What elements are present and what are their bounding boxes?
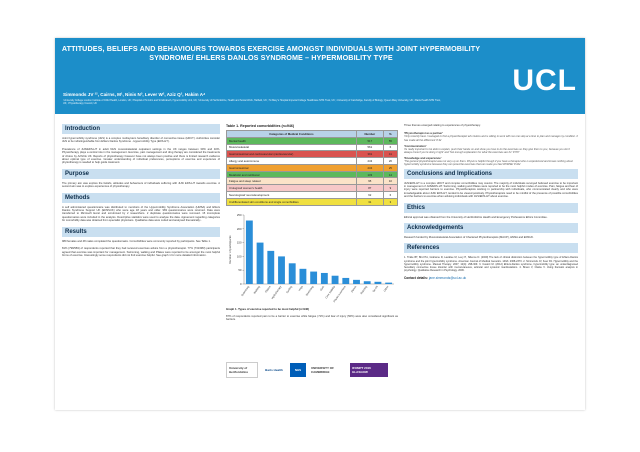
theme-3-quote: 'The general physiotherapist was not very up on them. Physio is helpful though if you have a therapist who is experienced and knows nothing about hypermobility syndrome because they can prescribe exercises that can make you feel WORSE' P.422: [404, 160, 573, 167]
results-heading: Results: [62, 227, 220, 237]
under-graph-text: 87% of respondents reported pain to be a barrier to exercise while fatigue (71%) and fear of injury (50%) were also considered significant as barriers.: [226, 314, 398, 321]
table-row: [227, 164, 398, 171]
bar: [321, 273, 328, 284]
y-axis-label: Number of participants: [228, 235, 232, 264]
table-header-category: Categories of Medical Conditions: [227, 131, 357, 138]
ifompt-logo: IFOMPT 2016 GLASGOW: [350, 363, 388, 377]
methods-heading: Methods: [62, 193, 220, 203]
bar: [364, 281, 371, 284]
table-cell-category: Allergy and autoimmune: [227, 158, 357, 165]
x-tick-label: Hydrotherapy: [270, 284, 283, 300]
intro-text: Joint hypermobility syndrome (JHS) is a complex multisystem hereditary disorder of connective tissue (HDCT). Authorities consider JHS to be indistinguishable from Ehlers Danlos Syndrome - Hypermobility Type (EDS-HT).: [62, 137, 220, 144]
table-cell-category: Musculoskeletal: [227, 144, 357, 151]
table-cell-number: 243: [356, 158, 383, 165]
barts-logo: Barts Health: [261, 363, 287, 377]
table-cell-category: Fatigue and sleep related: [227, 178, 357, 185]
table-cell-category: Gastrointestinal: [227, 164, 357, 171]
bar: [246, 220, 253, 283]
purpose-text: The primary aim was explore the beliefs, attitudes and behaviours of individuals suffering with JHS/ EDS-HT towards exercise. A second aim was to explore experiences of physiotherapy.: [62, 181, 220, 189]
x-tick-label: Core stability: [324, 284, 336, 299]
x-tick-label: Tai chi: [372, 284, 379, 293]
poster: [55, 38, 585, 410]
theme-1-heading: 'Physiotherapist as a partner': [404, 131, 443, 136]
table-cell-category: Metabolic and nutritional: [227, 171, 357, 178]
bar: [385, 282, 392, 283]
table-row: [227, 137, 398, 144]
table-cell-percent: 6: [383, 144, 397, 151]
table-cell-number: 391: [356, 151, 383, 158]
table-cell-percent: 10: [383, 178, 397, 185]
exercise-bar-chart: [226, 211, 398, 306]
acknowledgements-heading: Acknowledgements: [404, 223, 578, 233]
x-tick-label: Other: [383, 284, 390, 292]
partner-logos: [226, 360, 398, 380]
poster-header: [55, 38, 585, 114]
contact-email-link[interactable]: jane.simmonds@ucl.ac.uk: [428, 275, 467, 280]
ethics-text: Ethical approval was obtained from the University of Hertfordshire Health and Emergency Professions Ethics Committee.: [404, 215, 548, 219]
ucl-logo: UCL: [512, 64, 577, 97]
y-tick-label: 200: [236, 226, 242, 231]
results-text-2: 81% (798/983) of respondents reported that they had received exercises advice from a physiotherapist. 77% (731/983) participants agreed that exercise was important for management. Swimming, walking and Pilates were reported to be amongst the most helpful forms of exercise. Interestingly some respondents did not find exercise helpful. See graph 1 for more detailed information.: [62, 247, 220, 257]
results-text: 980 females and 48 males completed the questionnaire. Comorbidities were commonly reported by participants. See Table 1.: [62, 239, 211, 243]
chart-svg: [226, 211, 398, 306]
bar: [342, 278, 349, 284]
y-tick-label: 0: [239, 281, 242, 286]
themes-intro: Three themes emerged relating to experiences of physiotherapy.: [404, 124, 481, 127]
x-tick-label: Physio exercises: [332, 284, 347, 303]
table-cell-number: 62: [356, 192, 383, 199]
bar: [332, 275, 339, 283]
conclusions-heading: Conclusions and Implications: [404, 169, 578, 179]
table-row: [227, 198, 398, 205]
table-cell-number: 87: [356, 185, 383, 192]
intro-text-2: Prevalence of JHS/EDS-HT in adult NHS musculoskeletal outpatient settings in the UK ranges between 30% and 40%. Physiotherapy plays a central role in the management. Exercise, pain management and drug therapy are considered the treatments of choice by Arthritis UK. Reports of physiotherapy however have not always been positive and there is limited research evidence about optimal type of exercise. Greater understanding of individual preferences, perceptions of exercise and experience of physiotherapy is needed to help guide treatment.: [62, 147, 220, 165]
table-cell-number: 95: [356, 178, 383, 185]
purpose-heading: Purpose: [62, 169, 220, 179]
bar: [300, 268, 307, 283]
table-caption: Table 1. Reported comorbidities (n=946): [226, 124, 295, 128]
graph-caption: Graph 1. Types of exercise reported to be most helpful (n=946): [226, 306, 310, 311]
table-cell-category: Urological/ women's health: [227, 185, 357, 192]
table-cell-percent: 6: [383, 192, 397, 199]
table-cell-percent: 9: [383, 185, 397, 192]
table-cell-percent: 41: [383, 151, 397, 158]
bar: [257, 242, 264, 283]
table-row: [227, 185, 398, 192]
table-row: [227, 144, 398, 151]
x-tick-label: Stretching: [305, 284, 315, 297]
bar: [310, 271, 317, 283]
y-tick-label: 100: [236, 253, 242, 258]
column-middle: [226, 124, 398, 325]
herts-logo: University of Hertfordshire: [226, 362, 258, 378]
table-header-percent: %: [383, 131, 397, 138]
intro-heading: Introduction: [62, 124, 220, 134]
x-tick-label: Swimming: [240, 284, 251, 297]
theme-3-heading: 'Knowledge and experience': [404, 156, 442, 161]
table-row: [227, 151, 398, 158]
bar: [375, 281, 382, 283]
theme-2-quote: 'Its really important to be able to explain, push their hands on and show you how to do the exercises so they give them to you, because you don't always know if you're doing it right' and 'Not enough explanation for what the exercises are for' P.767: [404, 147, 570, 155]
bar: [289, 263, 296, 284]
table-cell-number: 234: [356, 164, 383, 171]
table-cell-category: Undifferentiated skin conditions and single comorbidities: [227, 198, 357, 205]
x-tick-label: Pilates: [264, 284, 272, 294]
ethics-heading: Ethics: [404, 203, 578, 213]
y-tick-label: 250: [236, 212, 242, 217]
x-tick-label: Dance: [350, 284, 358, 293]
theme-1-quote: 'Only recently have I managed to find a physiotherapist who listens and is willing to work with me one step at a time to plan and manage my condition. It has made all the difference' P.32: [404, 135, 578, 142]
table-cell-number: 561: [356, 144, 383, 151]
table-cell-percent: 14: [383, 171, 397, 178]
methods-text: A self administered questionnaire was distributed to members of the Hypermobility Syndrome Association (HMSA) and Ehlers Danlos Syndrome Support UK (EDSSUK) who were age 18 years and older. 983 questionnaires were returned. Data were transferred to Microsoft Excel and scrutinised by 2 researchers. 2 duplicate questionnaires were removed. 15 incomplete questionnaires were included in the analysis. Descriptive statistics were used to analyse the data. Agreement regarding categories for comorbidity data was obtained from specialist physicians. Qualitative data were coded and analysed thematically⁸.: [62, 205, 220, 223]
table-cell-percent: 55: [383, 137, 397, 144]
table-row: [227, 192, 398, 199]
x-tick-label: Walking: [253, 284, 261, 295]
acknowledgements-text: Research funded by Musculoskeletal Association of Chartered Physiotherapists (MACP), HMSA and EDSUK.: [404, 236, 534, 240]
conclusions-text: JHS/EDS-HT is a complex HDCT and complex comorbidities may coexist. The majority of individuals surveyed believed exercise to be important in management of JHS/EDS-HT. Swimming, walking and Pilates were reported to be the most helpful modes of exercise. Pain, fatigue and fear of injury were reported barriers to exercise. Physiotherapists working in partnership with individuals, who communicated clearly and who were knowledgeable about JHS/ EDS-HT, tended to be viewed positively. Physiotherapists need to be mindful of the presence of possible comorbidities and the barriers to exercise when advising individuals with JHS/EDS-HT about exercise.: [404, 181, 578, 199]
table-cell-category: Neurological/ neurodevelopment: [227, 192, 357, 199]
table-cell-number: 133: [356, 171, 383, 178]
bar: [278, 256, 285, 284]
table-cell-percent: 25: [383, 164, 397, 171]
authors: Simmonds JV ¹², Cairns, M¹, Ninis N³, Lever W², Aziz Q², Hakim A⁴: [63, 92, 206, 97]
table-row: [227, 178, 398, 185]
table-cell-percent: 3: [383, 198, 397, 205]
references-text: 1. Tinkle BT, Bird HA, Grahame R, Lavallee M, Levy H, Sillence D. (2009) The lack of clinical distinction between the hypermobility type of Ehlers-Danlos syndrome and the joint hypermobility syndrome. American Journal of Medical Genetics. 149A: 2368-2370. 2. Simmonds JV, Keer RJ. Hypermobility and the hypermobility syndrome. Manual Therapy. 2007; 12(4): 298-309. 3. Castori M. (2012) Ehlers-Danlos syndrome, hypermobility type: an underdiagnosed hereditary connective tissue disorder with mucocutaneous, articular and systemic manifestations. 4. Braun V, Clarke V. Using thematic analysis in psychology. Qualitative Research in Psychology. 2006.: [404, 256, 578, 272]
cambridge-logo: UNIVERSITY OF CAMBRIDGE: [309, 363, 347, 377]
x-tick-label: Yoga: [297, 284, 304, 292]
column-left: [62, 124, 220, 261]
contact-label: Contact details:: [404, 275, 428, 280]
column-right: [404, 124, 578, 280]
table-cell-percent: 26: [383, 158, 397, 165]
table-cell-category: Mental health: [227, 137, 357, 144]
table-cell-number: 31: [356, 198, 383, 205]
references-heading: References: [404, 243, 578, 253]
comorbidities-table: [226, 130, 398, 206]
nhs-logo: NHS: [290, 363, 306, 377]
x-tick-label: Cycling: [285, 284, 294, 294]
poster-title: ATTITUDES, BELIEFS AND BEHAVIOURS TOWARDS EXERCISE AMONGST INDIVIDUALS WITH JOINT HYPERMOBILITY SYNDROME/ EHLERS DANLOS SYNDROME – HYPERMOBILITY TYPE: [61, 44, 481, 62]
table-cell-number: 517: [356, 137, 383, 144]
table-row: [227, 171, 398, 178]
bar: [353, 279, 360, 283]
table-row: [227, 158, 398, 165]
affiliations: ¹University College London Institute of Child Health, London, UK; ²Hospital of St John and St Elizabeth, Hypermobility Unit, UK; ³University of Hertfordshire, Health and Social Work, Hatfield, UK; ⁴St Mary's Hospital Imperial College Healthcare NHS Trust, UK; ⁵University of Cambridge, Faculty of Biology; Queen Mary University, UK; ⁶Barts Health NHS Trust, UK; ⁷Physiotherapy Council, UK: [63, 99, 441, 105]
contact-details: [404, 276, 578, 280]
table-cell-category: Gastrointestinal and cardiovascular (cardiovascular): [227, 151, 357, 158]
x-tick-label: Running: [360, 284, 369, 295]
y-tick-label: 50: [238, 267, 242, 272]
x-tick-label: Gym: [319, 284, 326, 292]
theme-2-heading: 'Communication': [404, 143, 427, 148]
y-tick-label: 150: [236, 240, 242, 245]
table-header-number: Number: [356, 131, 383, 138]
bar: [267, 250, 274, 283]
